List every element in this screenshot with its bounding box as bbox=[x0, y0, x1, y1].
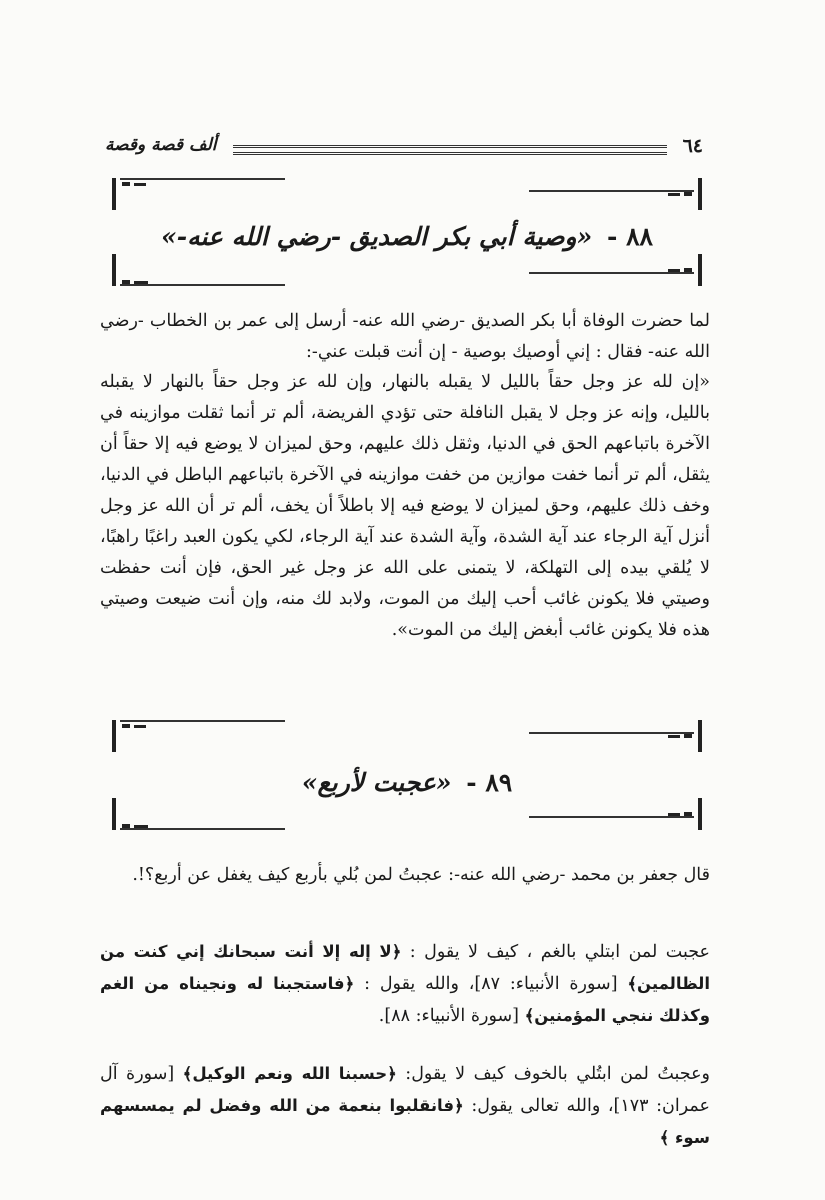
section-89-heading-frame bbox=[112, 720, 702, 832]
frame-corner-ornament bbox=[527, 800, 702, 830]
quran-quote: ﴿فاستجبنا له ونجيناه من الغم وكذلك ننجي المؤمنين﴾ bbox=[100, 974, 710, 1025]
section-88-heading-frame bbox=[112, 178, 702, 288]
running-header bbox=[105, 133, 715, 163]
page-number: ٦٤ bbox=[682, 135, 703, 157]
frame-corner-ornament bbox=[112, 178, 287, 208]
section-89-grief-paragraph bbox=[100, 936, 710, 1032]
section-89-title bbox=[112, 768, 702, 797]
header-rule bbox=[233, 145, 667, 155]
frame-corner-ornament bbox=[527, 178, 702, 208]
section-89-intro-paragraph: قال جعفر بن محمد -رضي الله عنه-: عجبتُ لمن بُلي بأربع كيف يغفل عن أربع؟!. bbox=[132, 865, 710, 885]
paragraph-text: [سورة الأنبياء: ٨٧]، والله يقول : bbox=[354, 974, 628, 994]
paragraph-text: [سورة آل عمران: ١٧٣]، والله تعالى يقول: bbox=[100, 1064, 710, 1116]
section-88-number: ٨٨ - bbox=[606, 222, 653, 251]
paragraph-text: عجبت لمن ابتلي بالغم ، كيف لا يقول : bbox=[401, 942, 710, 962]
frame-corner-ornament bbox=[112, 256, 287, 286]
frame-corner-ornament bbox=[527, 720, 702, 750]
book-title: ألف قصة وقصة bbox=[105, 135, 217, 155]
section-89-number: ٨٩ - bbox=[466, 768, 513, 797]
section-89-title-text: «عجبت لأربع» bbox=[301, 768, 452, 797]
frame-corner-ornament bbox=[527, 256, 702, 286]
section-89-fear-paragraph bbox=[100, 1058, 710, 1154]
frame-corner-ornament bbox=[112, 800, 287, 830]
paragraph-text: [سورة الأنبياء: ٨٨]. bbox=[378, 1006, 525, 1026]
section-88-intro-paragraph: لما حضرت الوفاة أبا بكر الصديق -رضي الله عنه- أرسل إلى عمر بن الخطاب -رضي الله عنه- فقال : إني أوصيك بوصية - إن أنت قبلت عني-: bbox=[100, 311, 710, 362]
section-88-title bbox=[112, 222, 702, 251]
paragraph-text: وعجبتُ لمن ابتُلي بالخوف كيف لا يقول: bbox=[396, 1064, 710, 1084]
section-88-will-paragraph: «إن لله عز وجل حقاً بالليل لا يقبله بالنهار، وإن لله عز وجل حقاً بالنهار لا يقبله بالليل، وإنه عز وجل لا يقبل النافلة حتى تؤدي الفريضة، ألم تر أنما ثقلت موازينه في الآخرة باتباعهم الحق في الدنيا، وثقل ذلك عليهم، وحق لميزان لا يوضع فيه إلا حقاً أن يثقل، ألم تر أنما خفت موازين من خفت موازينه في الآخرة باتباعهم الباطل في الدنيا، وخف ذلك عليهم، وحق لميزان لا يوضع فيه إلا باطلاً أن يخف، ألم تر أن الله عز وجل أنزل آية الرجاء عند آية الشدة، وآية الشدة عند آية الرجاء، لكي يكون العبد راغبًا راهبًا، لا يُلقي بيده إلى التهلكة، لا يتمنى على الله عز وجل غير الحق، فإن أنت حفظت وصيتي فلا يكونن غائب أحب إليك من الموت، ولابد لك منه، وإن أنت ضيعت وصيتي هذه فلا يكونن غائب أبغض إليك من الموت». bbox=[100, 372, 710, 640]
quran-quote: ﴿فانقلبوا بنعمة من الله وفضل لم يمسسهم سوء ﴾ bbox=[100, 1096, 710, 1147]
frame-corner-ornament bbox=[112, 720, 287, 750]
quran-quote: ﴿لا إله إلا أنت سبحانك إني كنت من الظالمين﴾ bbox=[100, 942, 710, 993]
quran-quote: ﴿حسبنا الله ونعم الوكيل﴾ bbox=[182, 1064, 397, 1083]
section-88-title-text: «وصية أبي بكر الصديق -رضي الله عنه-» bbox=[161, 222, 593, 251]
